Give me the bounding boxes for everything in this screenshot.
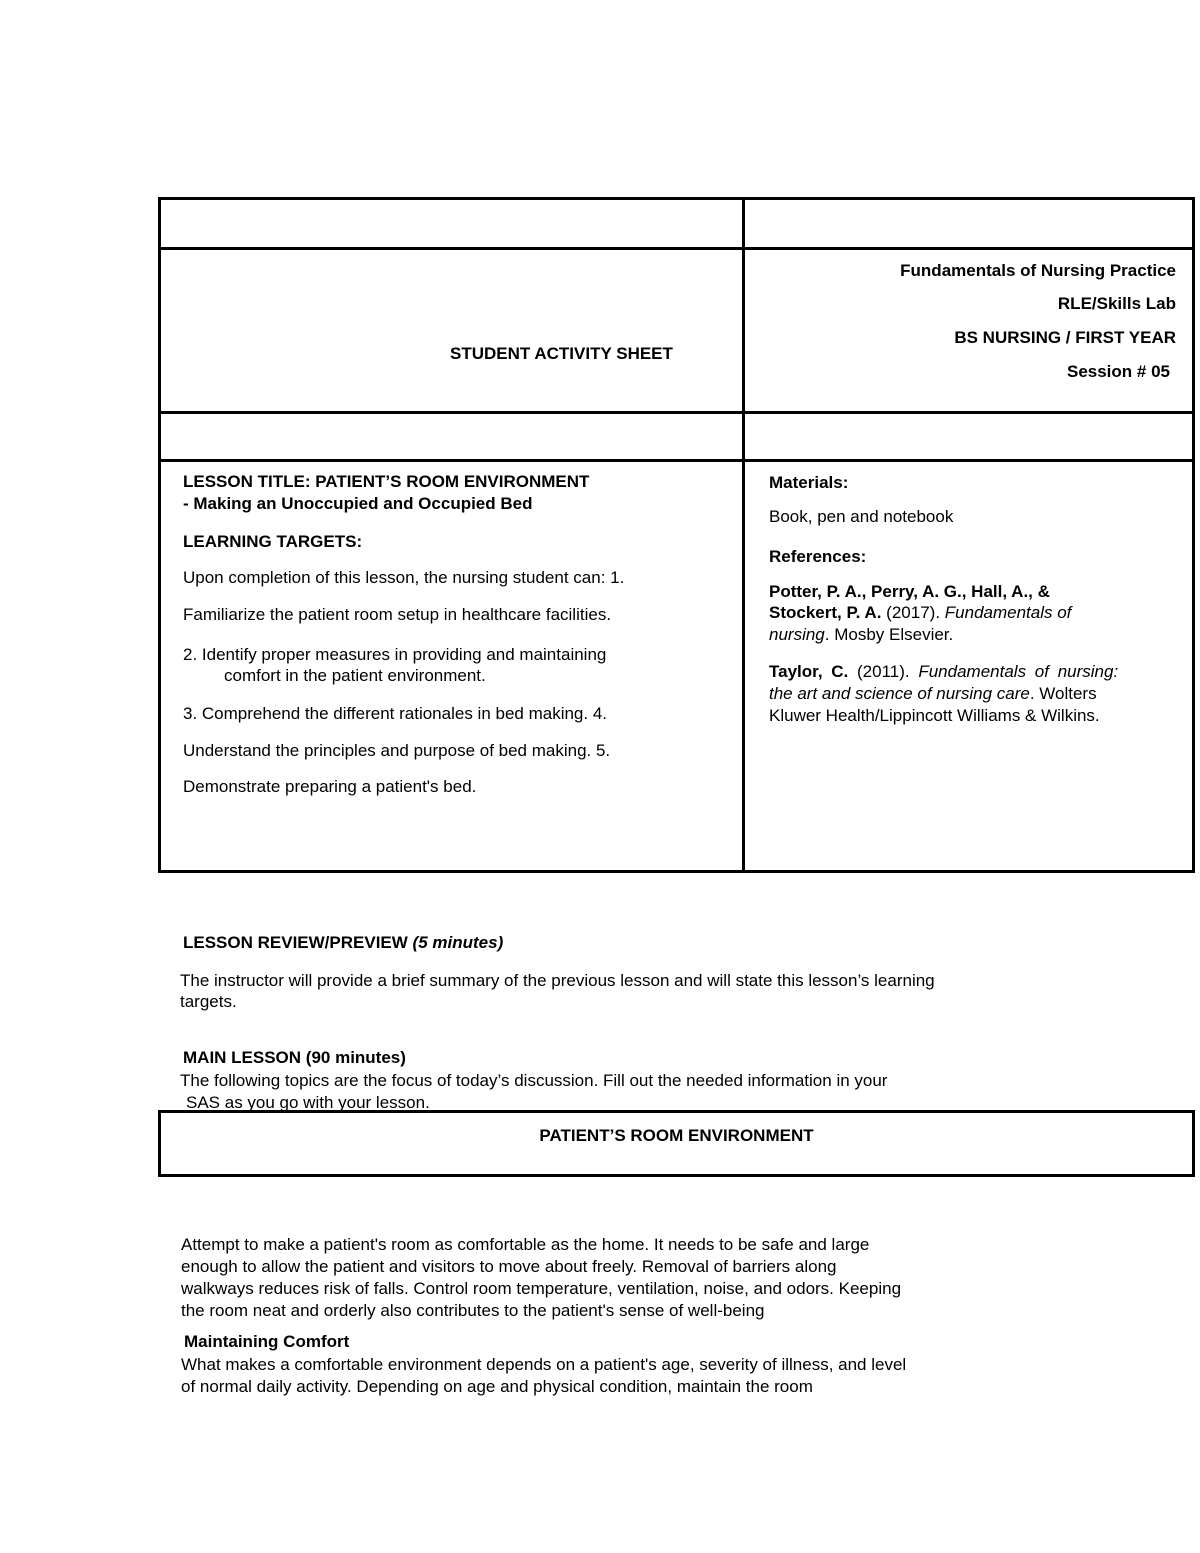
program-year: BS NURSING / FIRST YEAR (954, 328, 1176, 347)
target-item: Demonstrate preparing a patient's bed. (183, 777, 477, 796)
materials-heading: Materials: (769, 473, 849, 492)
lesson-subtitle: - Making an Unoccupied and Occupied Bed (183, 494, 533, 513)
target-item: Understand the principles and purpose of bed making. 5. (183, 741, 611, 760)
table-column-divider (742, 197, 745, 873)
review-title: LESSON REVIEW/PREVIEW (183, 933, 408, 952)
paragraph-line: What makes a comfortable environment depends on a patient's age, severity of illness, and level (181, 1355, 907, 1374)
reference-2-line3: Kluwer Health/Lippincott Williams & Wilkins. (769, 706, 1100, 725)
table-rule (158, 247, 1195, 250)
main-lesson-text: The following topics are the focus of today’s discussion. Fill out the needed information in your (180, 1071, 888, 1090)
reference-authors: Taylor, C. (769, 662, 849, 681)
reference-publisher: . Mosby Elsevier. (824, 625, 954, 644)
targets-intro: Upon completion of this lesson, the nursing student can: 1. (183, 568, 625, 587)
section-title: PATIENT’S ROOM ENVIRONMENT (539, 1126, 814, 1145)
target-item: 3. Comprehend the different rationales in bed making. 4. (183, 704, 608, 723)
reference-authors: Stockert, P. A. (769, 603, 882, 622)
reference-title: nursing (769, 625, 825, 644)
references-heading: References: (769, 547, 867, 566)
target-item: Familiarize the patient room setup in healthcare facilities. (183, 605, 612, 624)
session-number: Session # 05 (1066, 362, 1170, 381)
subject-name: RLE/Skills Lab (1057, 294, 1176, 313)
table-border-top (158, 197, 1195, 200)
table-border-left (158, 197, 161, 873)
target-item-continued: comfort in the patient environment. (224, 666, 486, 685)
reference-publisher: . Wolters (1029, 684, 1097, 703)
reference-year: (2011). (857, 662, 910, 681)
paragraph-line: the room neat and orderly also contributes to the patient's sense of well-being (181, 1301, 765, 1320)
section-paragraph (181, 1234, 901, 1322)
reference-1 (769, 581, 1050, 603)
review-duration: (5 minutes) (412, 933, 504, 952)
reference-title: Fundamentals of (944, 603, 1072, 622)
reference-2 (769, 661, 1118, 683)
table-border-right (1192, 197, 1195, 873)
section-title-box (158, 1110, 1195, 1177)
lesson-title: LESSON TITLE: PATIENT’S ROOM ENVIRONMENT (183, 472, 590, 491)
review-heading (183, 932, 503, 954)
table-rule (158, 459, 1195, 462)
table-rule (158, 411, 1195, 414)
paragraph-line: Attempt to make a patient's room as comfortable as the home. It needs to be safe and large (181, 1235, 870, 1254)
reference-year: (2017). (886, 603, 941, 622)
paragraph-line: of normal daily activity. Depending on age and physical condition, maintain the room (181, 1377, 813, 1396)
main-lesson-heading: MAIN LESSON (90 minutes) (183, 1048, 406, 1067)
paragraph-line: enough to allow the patient and visitors to move about freely. Removal of barriers along (181, 1257, 837, 1276)
course-name: Fundamentals of Nursing Practice (900, 261, 1176, 280)
paragraph-line: walkways reduces risk of falls. Control room temperature, ventilation, noise, and odors. Keeping (181, 1279, 902, 1298)
table-border-bottom (158, 870, 1195, 873)
comfort-paragraph (181, 1354, 906, 1398)
comfort-heading: Maintaining Comfort (184, 1332, 350, 1351)
reference-title: the art and science of nursing care (769, 684, 1030, 703)
reference-title: Fundamentals of nursing: (918, 662, 1119, 681)
reference-1-line2 (769, 602, 1071, 624)
review-text: The instructor will provide a brief summary of the previous lesson and will state this lesson’s learning (180, 971, 935, 990)
reference-2-line2 (769, 683, 1097, 705)
main-lesson-text-continued: SAS as you go with your lesson. (186, 1093, 430, 1112)
reference-1-line3 (769, 624, 953, 646)
target-item: 2. Identify proper measures in providing and maintaining (183, 645, 607, 664)
materials-list: Book, pen and notebook (769, 507, 954, 526)
reference-authors: Potter, P. A., Perry, A. G., Hall, A., & (769, 582, 1050, 601)
review-text-continued: targets. (180, 992, 237, 1011)
learning-targets-heading: LEARNING TARGETS: (183, 532, 363, 551)
sheet-title: STUDENT ACTIVITY SHEET (450, 344, 673, 363)
